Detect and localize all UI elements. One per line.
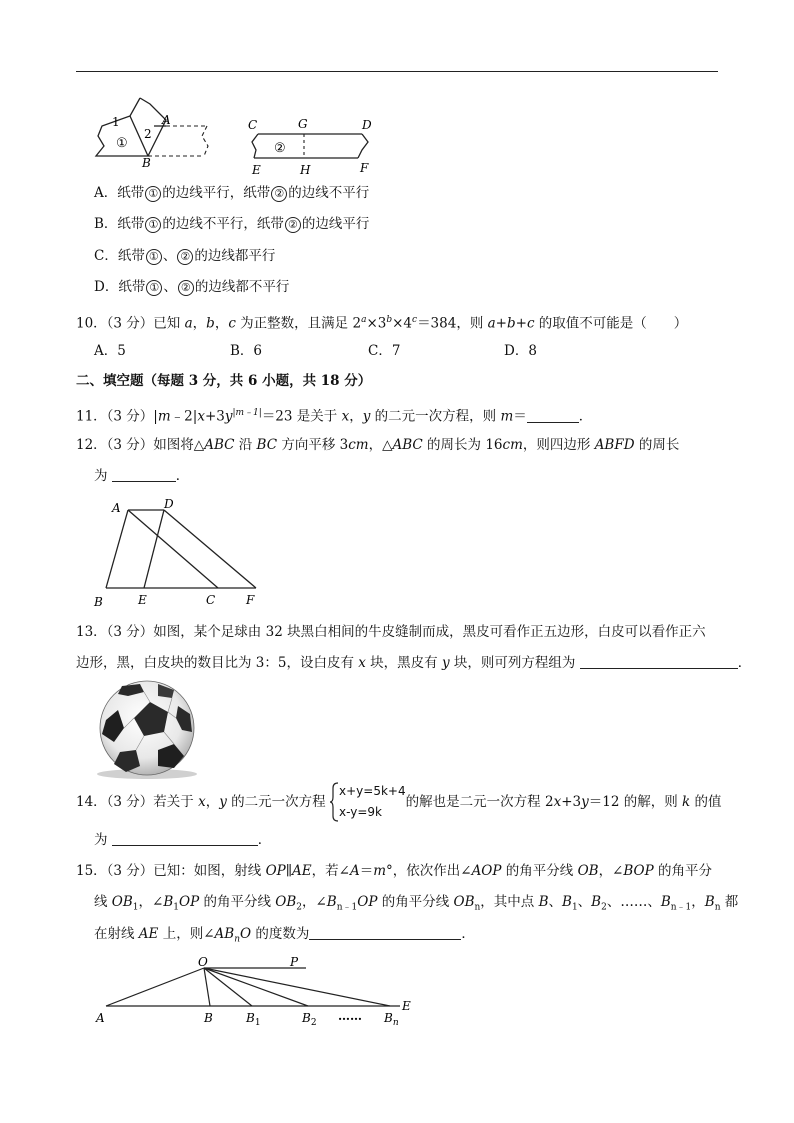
q14-equation-system: [329, 782, 409, 822]
q15-fig-label-B2: $B_2$: [302, 1011, 317, 1028]
q10-choice-d: D．8: [504, 343, 537, 359]
q15-stem-line2: 线 $OB_1$，$\angle B_1OP$ 的角平分线 $OB_2$，$\angle B_{n﹣1}OP$ 的角平分线 $OB_n$，其中点 B、$B_1$、$B_2$、……、$B_{n﹣1}$，$B_n$ 都: [94, 894, 739, 913]
q15-fig-label-B: B: [204, 1011, 213, 1025]
angle-bisector-figure: [94, 952, 424, 1028]
q15-fig-label-Bn: $B_n$: [384, 1011, 399, 1028]
q12-fig-label-C: C: [206, 593, 216, 607]
q15-stem-line1: 15．（3 分）已知：如图，射线 OP∥AE，若∠A＝m°，依次作出∠AOP 的角平分线 OB，∠BOP 的角平分: [76, 863, 712, 879]
q14-equation-2: x-y=9k: [339, 805, 382, 819]
q11-answer-blank[interactable]: [527, 408, 579, 423]
q15-stem-line3: 在射线 AE 上，则$\angle AB_nO$ 的度数为 ．: [94, 926, 475, 945]
q11-stem: 11．（3 分）$|m﹣2|x+3y^{|m﹣1|}=23$ 是关于 x，y 的二元一次方程，则 m＝ ．: [76, 408, 593, 425]
q12-fig-label-F: F: [246, 593, 255, 607]
q10-stem: 10．（3 分）已知 a，b，c 为正整数，且满足 $2^a\times 3^b\times 4^c=384$，则 a+b+c 的取值不可能是（ ）: [76, 315, 688, 332]
q13-answer-blank[interactable]: [580, 654, 738, 669]
q14-stem-line1: 14．（3 分）若关于 x，y 的二元一次方程 的解也是二元一次方程 2x+3y＝12 的解，则 k 的值: [76, 794, 722, 810]
q9-option-c: C．纸带 ① 、 ② 的边线都平行: [94, 248, 276, 264]
fig2-label-E: E: [252, 163, 261, 177]
fig1-label-1: 1: [112, 115, 120, 129]
q10-choice-a: A．5: [94, 343, 126, 359]
q15-fig-label-dots: ……: [338, 1009, 362, 1023]
q9-option-b: B．纸带 ① 的边线不平行，纸带 ② 的边线平行: [94, 216, 370, 232]
q9-option-d: D．纸带 ① 、 ② 的边线都不平行: [94, 279, 290, 295]
q15-fig-label-O: O: [198, 955, 208, 969]
q12-stem-line1: 12．（3 分）如图将△ABC 沿 BC 方向平移 3cm，△ABC 的周长为 16cm，则四边形 ABFD 的周长: [76, 437, 680, 453]
q12-answer-blank[interactable]: [112, 467, 176, 482]
q15-fig-label-P: P: [290, 955, 299, 969]
q12-stem-line2: 为 ．: [94, 468, 190, 484]
q15-fig-label-B1: $B_1$: [246, 1011, 261, 1028]
q10-choice-b: B．6: [230, 343, 263, 359]
fig2-label-H: H: [300, 163, 311, 177]
q12-fig-label-B: B: [94, 595, 103, 609]
paper-strip-1-figure: [92, 96, 222, 168]
fig2-label-circle: ②: [274, 141, 286, 156]
fig1-label-A: A: [162, 113, 171, 127]
section-title-fill-in: 二、填空题（每题 3 分，共 6 小题，共 18 分）: [76, 373, 372, 389]
q15-answer-blank[interactable]: [309, 925, 461, 940]
header-rule: [76, 71, 718, 72]
q10-choice-c: C．7: [368, 343, 401, 359]
q12-fig-label-D: D: [164, 497, 174, 511]
fig1-label-2: 2: [144, 127, 152, 141]
fig2-label-G: G: [298, 117, 308, 131]
fig2-label-C: C: [248, 118, 258, 132]
fig1-label-B: B: [142, 156, 151, 170]
q15-fig-label-E: E: [402, 999, 411, 1013]
q14-equation-1: x+y=5k+4: [339, 784, 406, 798]
fig2-label-D: D: [362, 118, 372, 132]
q13-stem-line1: 13．（3 分）如图，某个足球由 32 块黑白相间的牛皮缝制而成，黑皮可看作正五边形，白皮可以看作正六: [76, 624, 706, 640]
paper-strip-2-figure: [242, 114, 382, 180]
translation-triangle-figure: [90, 498, 270, 610]
q14-stem-line2: 为 ．: [94, 832, 272, 848]
q14-answer-blank[interactable]: [112, 831, 258, 846]
soccer-ball-image: [92, 680, 202, 780]
q13-stem-line2: 边形，黑，白皮块的数目比为 3：5，设白皮有 x 块，黑皮有 y 块，则可列方程组为 ．: [76, 655, 752, 671]
q12-fig-label-A: A: [112, 501, 121, 515]
q15-fig-label-A: A: [96, 1011, 105, 1025]
fig2-label-F: F: [360, 161, 369, 175]
q9-option-a: A．纸带 ① 的边线平行，纸带 ② 的边线不平行: [94, 185, 370, 201]
fig1-label-circle: ①: [116, 136, 128, 151]
q12-fig-label-E: E: [138, 593, 147, 607]
